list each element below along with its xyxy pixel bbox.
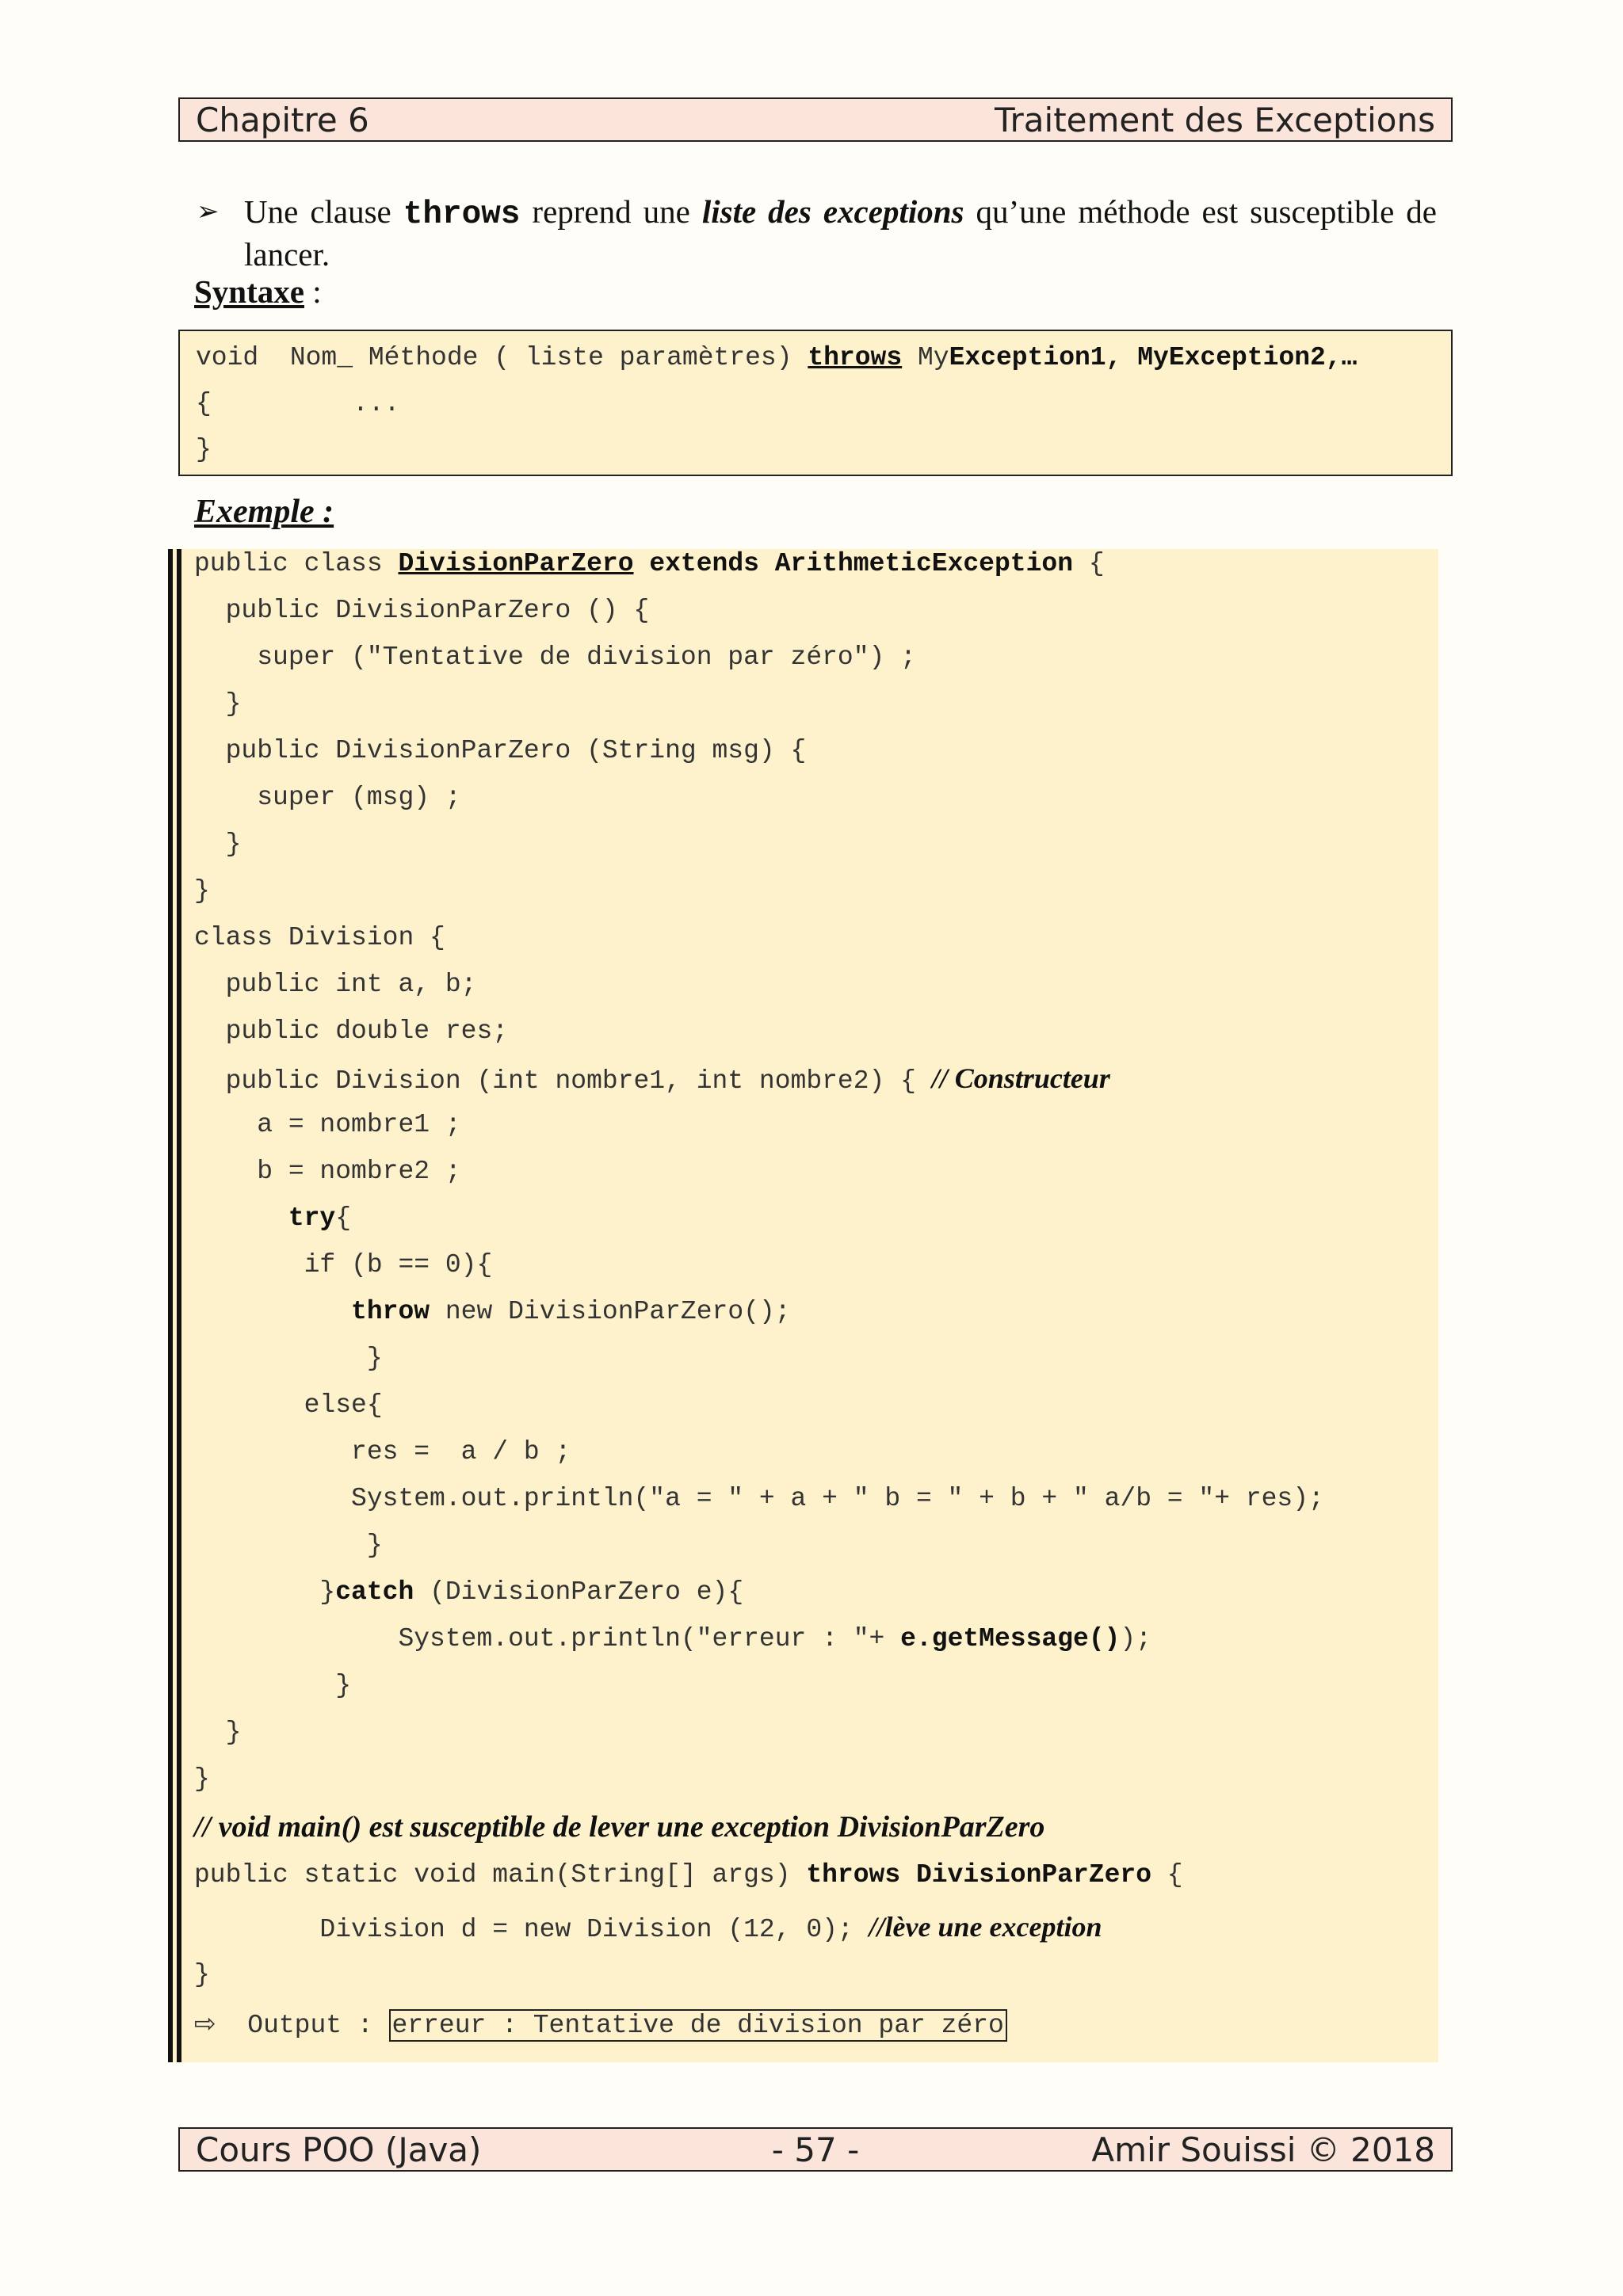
bullet-text: Une clause throws reprend une liste des exceptions qu’une méthode est susceptible de lancer.	[244, 193, 1437, 273]
code-line: public DivisionParZero () {	[194, 596, 650, 625]
bullet-paragraph	[197, 192, 1437, 274]
output-value-box: erreur : Tentative de division par zéro	[389, 2009, 1007, 2042]
code-line: }	[194, 689, 242, 719]
output-arrow-icon: ⇨	[194, 2008, 216, 2039]
arrow-bullet-icon: ➢	[197, 196, 220, 227]
syntax-line: }	[196, 435, 212, 464]
code-line: }	[194, 830, 242, 859]
code-margin-bar	[168, 549, 173, 2062]
code-line: public DivisionParZero (String msg) {	[194, 736, 807, 765]
code-line: }	[194, 1344, 383, 1373]
chapter-label: Chapitre 6	[196, 100, 369, 139]
code-line: super (msg) ;	[194, 783, 461, 812]
code-margin-bar	[177, 549, 181, 2062]
code-line: }	[194, 1671, 352, 1700]
page-header	[178, 97, 1453, 142]
code-line: }	[194, 1960, 210, 1989]
code-line: System.out.println("erreur : "+ e.getMessage());	[194, 1624, 1152, 1653]
code-line: if (b == 0){	[194, 1250, 493, 1280]
code-line: public int a, b;	[194, 970, 477, 999]
code-line: res = a / b ;	[194, 1437, 571, 1466]
code-line: }	[194, 876, 210, 906]
code-line: Division d = new Division (12, 0); //lève une exception	[194, 1911, 1102, 1944]
code-line: class Division {	[194, 923, 445, 952]
code-line: }	[194, 1718, 242, 1747]
example-heading: Exemple :	[194, 494, 334, 530]
course-label: Cours POO (Java)	[196, 2130, 482, 2169]
code-line: try{	[288, 1203, 352, 1233]
syntax-code-box	[178, 330, 1453, 476]
code-line: super ("Tentative de division par zéro") ;	[194, 643, 916, 672]
code-line: a = nombre1 ;	[194, 1110, 461, 1139]
code-line: }catch (DivisionParZero e){	[194, 1577, 744, 1607]
code-line: public static void main(String[] args) throws DivisionParZero {	[194, 1860, 1183, 1890]
code-line: throw new DivisionParZero();	[351, 1297, 791, 1326]
code-line: }	[194, 1764, 210, 1794]
chapter-title: Traitement des Exceptions	[995, 100, 1435, 139]
code-comment-line: // void main() est susceptible de lever une exception DivisionParZero	[194, 1810, 1045, 1844]
page-footer	[178, 2127, 1453, 2172]
page-number: - 57 -	[771, 2130, 860, 2169]
code-line: else{	[194, 1390, 383, 1420]
syntax-heading: Syntaxe :	[194, 273, 322, 310]
code-line: public Division (int nombre1, int nombre2) { // Constructeur	[194, 1062, 1110, 1096]
output-line: ⇨ Output : erreur : Tentative de division par zéro	[194, 2006, 1007, 2041]
code-line: }	[194, 1531, 383, 1560]
code-line: public double res;	[194, 1016, 509, 1046]
syntax-line: { ...	[196, 389, 400, 418]
code-line: System.out.println("a = " + a + " b = " + b + " a/b = "+ res);	[194, 1484, 1324, 1513]
syntax-line: void Nom_ Méthode ( liste paramètres) throws MyException1, MyException2,…	[196, 343, 1358, 372]
author-label: Amir Souissi © 2018	[1091, 2130, 1435, 2169]
code-line: b = nombre2 ;	[194, 1157, 461, 1186]
code-line: public class DivisionParZero extends ArithmeticException {	[194, 549, 1105, 578]
